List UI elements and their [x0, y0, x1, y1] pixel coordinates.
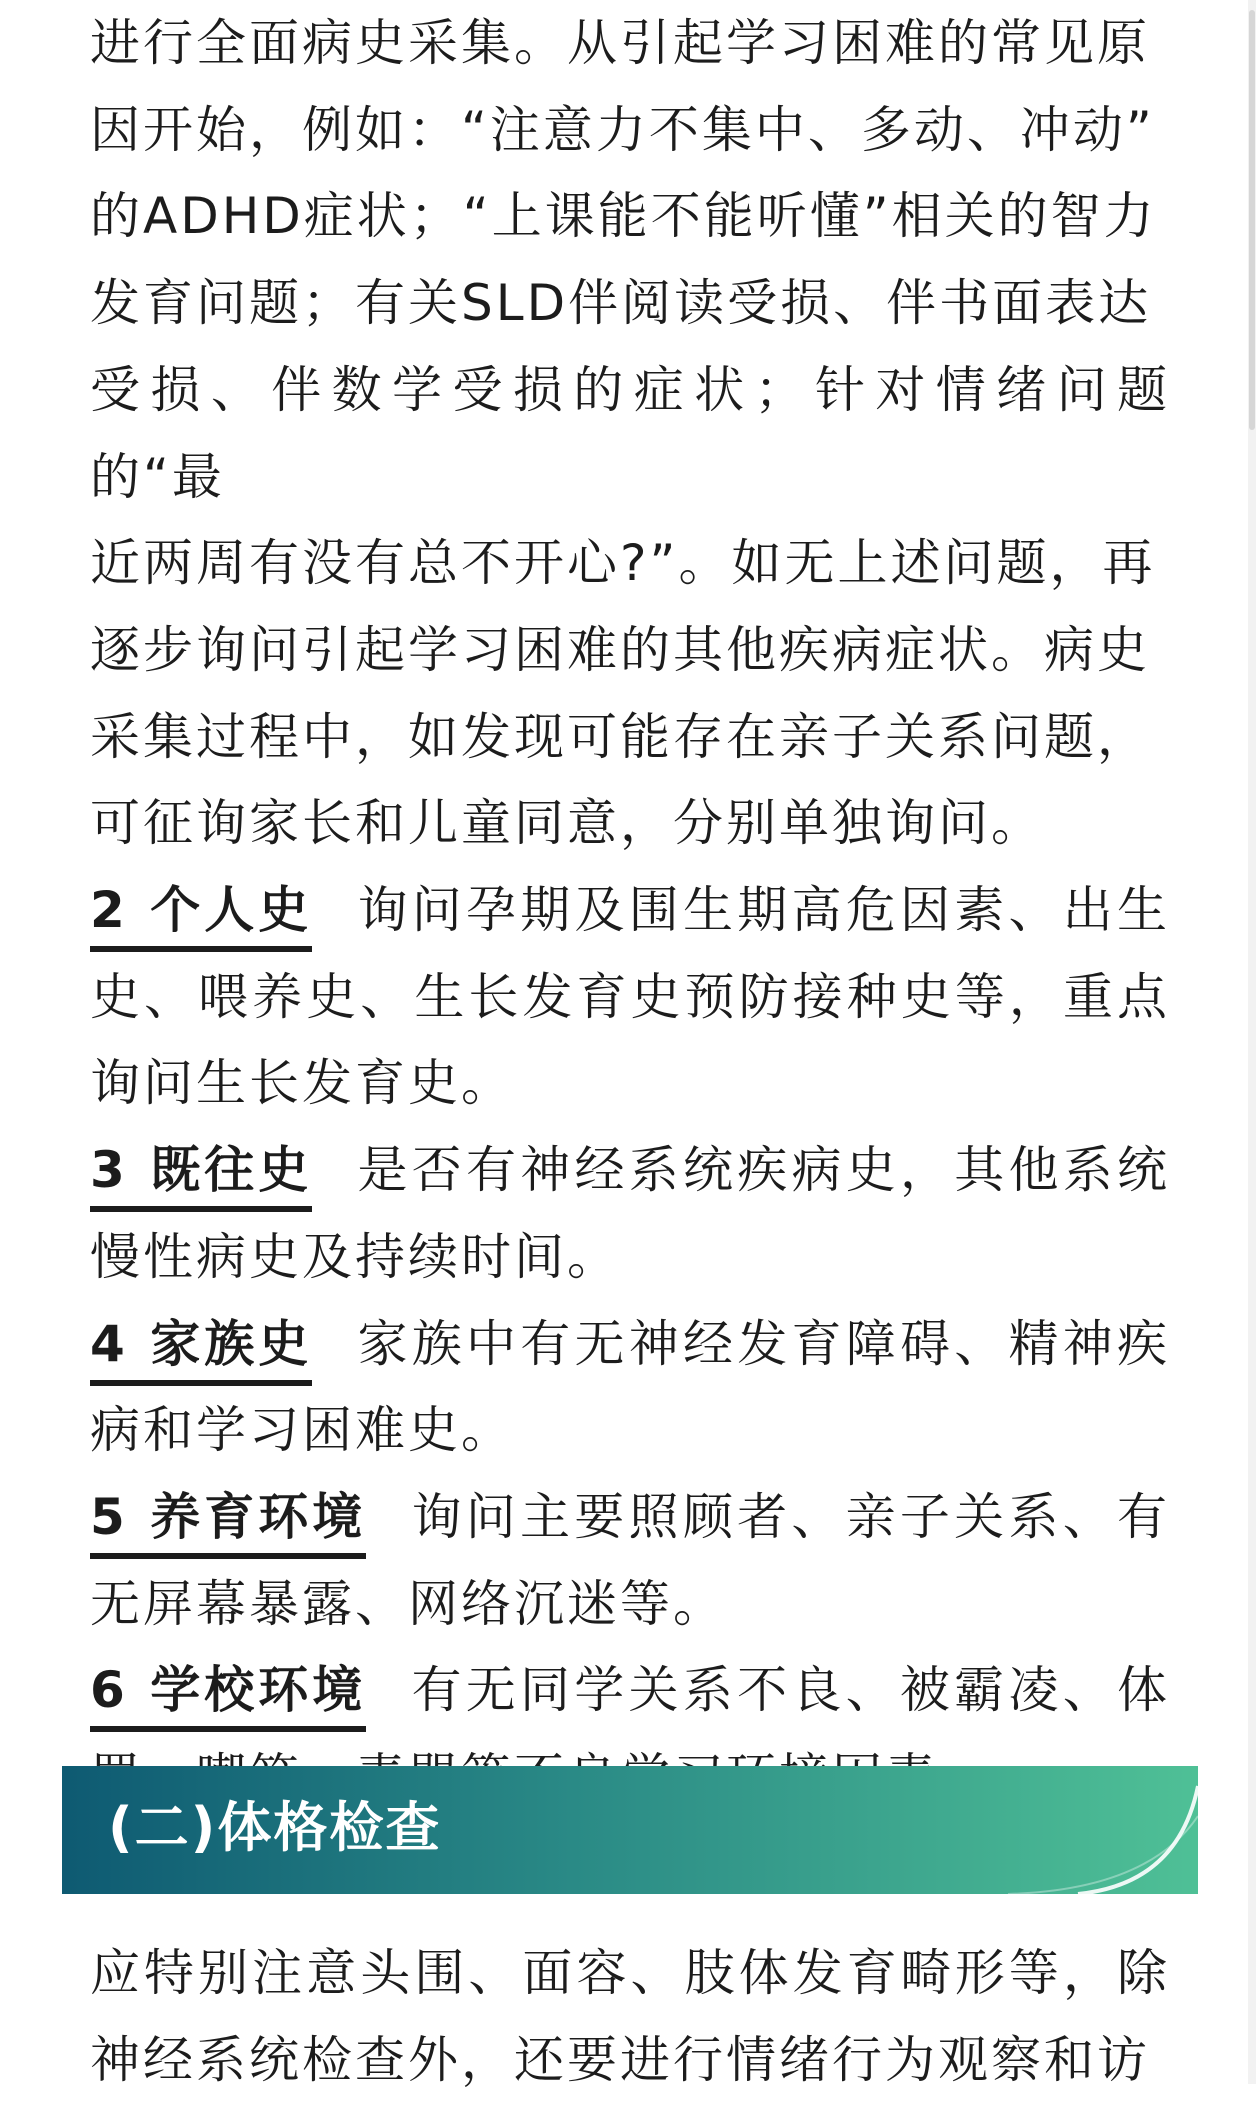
parenting-environment-heading: 5 养育环境	[90, 1481, 366, 1559]
personal-history-text: 询问孕期及围生期高危因素、出生史、喂养史、生长发育史预防接种史等，重点询问生长发育史。	[90, 881, 1170, 1113]
history-intro	[90, 0, 1170, 867]
school-environment-text: 有无同学关系不良、被霸凌、体	[410, 1661, 1170, 1720]
personal-history-heading: 2 个人史	[90, 874, 312, 952]
family-history-heading: 4 家族史	[90, 1308, 312, 1386]
history-intro-line: 受损、伴数学受损的症状；针对情绪问题的“最	[90, 360, 1170, 506]
past-history-item	[90, 1127, 1170, 1300]
history-section	[90, 0, 1170, 1821]
history-intro-line: 逐步询问引起学习困难的其他疾病症状。病史	[90, 620, 1150, 679]
family-history-item	[90, 1301, 1170, 1474]
history-intro-line: 进行全面病史采集。从引起学习困难的常见原	[90, 14, 1150, 72]
history-intro-line: 可征询家长和儿童同意，分别单独询问。	[90, 794, 1044, 853]
parenting-environment-text: 询问主要照顾者、亲子关系、有无屏幕暴露、网络沉迷等。	[90, 1487, 1170, 1633]
scrollbar[interactable]	[1248, 0, 1256, 2084]
physical-exam-section	[90, 1930, 1170, 2103]
history-intro-line: 采集过程中，如发现可能存在亲子关系问题，	[90, 707, 1150, 766]
past-history-text: 是否有神经系统疾病史，其他系统慢性病史及持续时间。	[90, 1141, 1170, 1286]
school-environment-heading: 6 学校环境	[90, 1654, 366, 1732]
parenting-environment-item	[90, 1474, 1170, 1647]
history-intro-line: 发育问题；有关SLD伴阅读受损、伴书面表达	[90, 274, 1152, 333]
section-title: (二)体格检查	[108, 1796, 442, 1859]
physical-exam-text: 应特别注意头围、面容、肢体发育畸形等，除神经系统检查外，还要进行情绪行为观察和访	[90, 1944, 1170, 2089]
history-intro-line: 近两周有没有总不开心?”。如无上述问题，再	[90, 534, 1156, 593]
scrollbar-thumb[interactable]	[1249, 10, 1255, 430]
history-intro-line: 的ADHD症状；“上课能不能听懂”相关的智力	[90, 187, 1157, 246]
past-history-heading: 3 既往史	[90, 1134, 312, 1212]
personal-history-item	[90, 867, 1170, 1127]
banner-swoosh-icon	[778, 1766, 1198, 1894]
section-banner	[62, 1766, 1198, 1894]
family-history-text: 家族中有无神经发育障碍、精神疾病和学习困难史。	[90, 1314, 1170, 1460]
history-intro-line: 因开始，例如：“注意力不集中、多动、冲动”	[90, 100, 1155, 159]
